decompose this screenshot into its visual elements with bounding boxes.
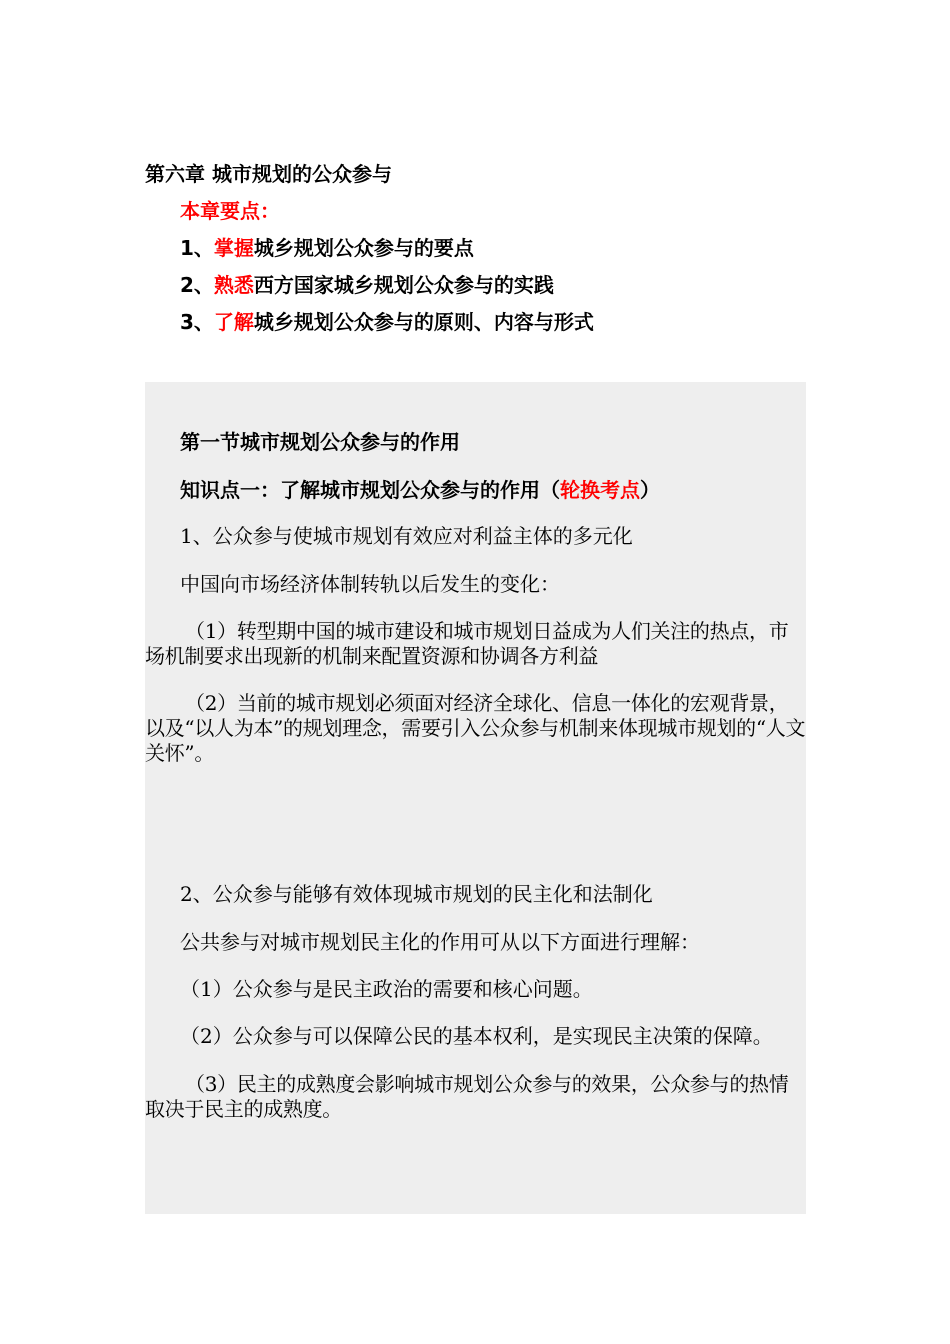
- key-point-prefix: 2、: [180, 273, 214, 297]
- key-point-verb: 了解: [213, 310, 254, 334]
- knowledge-point-tag: 轮换考点: [560, 478, 640, 502]
- knowledge-point-title: [180, 478, 660, 502]
- key-point-prefix: 3、: [180, 310, 214, 334]
- key-point-text: 城乡规划公众参与的原则、内容与形式: [253, 310, 594, 334]
- key-point-prefix: 1、: [180, 236, 214, 260]
- point2-item-2: （2）公众参与可以保障公民的基本权利，是实现民主决策的保障。: [180, 1024, 773, 1048]
- point2-title: 2、公众参与能够有效体现城市规划的民主化和法制化: [180, 882, 653, 906]
- point1-title: 1、公众参与使城市规划有效应对利益主体的多元化: [180, 524, 633, 548]
- point1-item-1: （1）转型期中国的城市建设和城市规划日益成为人们关注的热点，市场机制要求出现新的机制来配置资源和协调各方利益: [145, 619, 789, 668]
- key-point-item-2: [180, 273, 554, 297]
- key-point-item-1: [180, 236, 474, 260]
- knowledge-point-close-paren: ）: [640, 478, 660, 502]
- key-point-verb: 熟悉: [213, 273, 254, 297]
- point1-intro: 中国向市场经济体制转轨以后发生的变化：: [180, 572, 560, 596]
- key-point-text: 城乡规划公众参与的要点: [253, 236, 474, 260]
- key-points-heading: 本章要点：: [180, 199, 280, 223]
- section-title: 第一节城市规划公众参与的作用: [180, 430, 460, 454]
- chapter-title: 第六章 城市规划的公众参与: [145, 162, 392, 186]
- point2-intro: 公共参与对城市规划民主化的作用可从以下方面进行理解：: [180, 930, 700, 954]
- knowledge-point-open-paren: （: [540, 478, 560, 502]
- point2-item-3: （3）民主的成熟度会影响城市规划公众参与的效果，公众参与的热情取决于民主的成熟度。: [145, 1072, 789, 1121]
- point2-item-1: （1）公众参与是民主政治的需要和核心问题。: [180, 977, 593, 1001]
- key-point-item-3: [180, 310, 594, 334]
- key-point-verb: 掌握: [213, 236, 254, 260]
- knowledge-point-text: 知识点一：了解城市规划公众参与的作用: [180, 478, 540, 502]
- point1-item-2: （2）当前的城市规划必须面对经济全球化、信息一体化的宏观背景，以及“以人为本”的规划理念，需要引入公众参与机制来体现城市规划的“人文关怀”。: [145, 691, 806, 765]
- key-point-text: 西方国家城乡规划公众参与的实践: [253, 273, 554, 297]
